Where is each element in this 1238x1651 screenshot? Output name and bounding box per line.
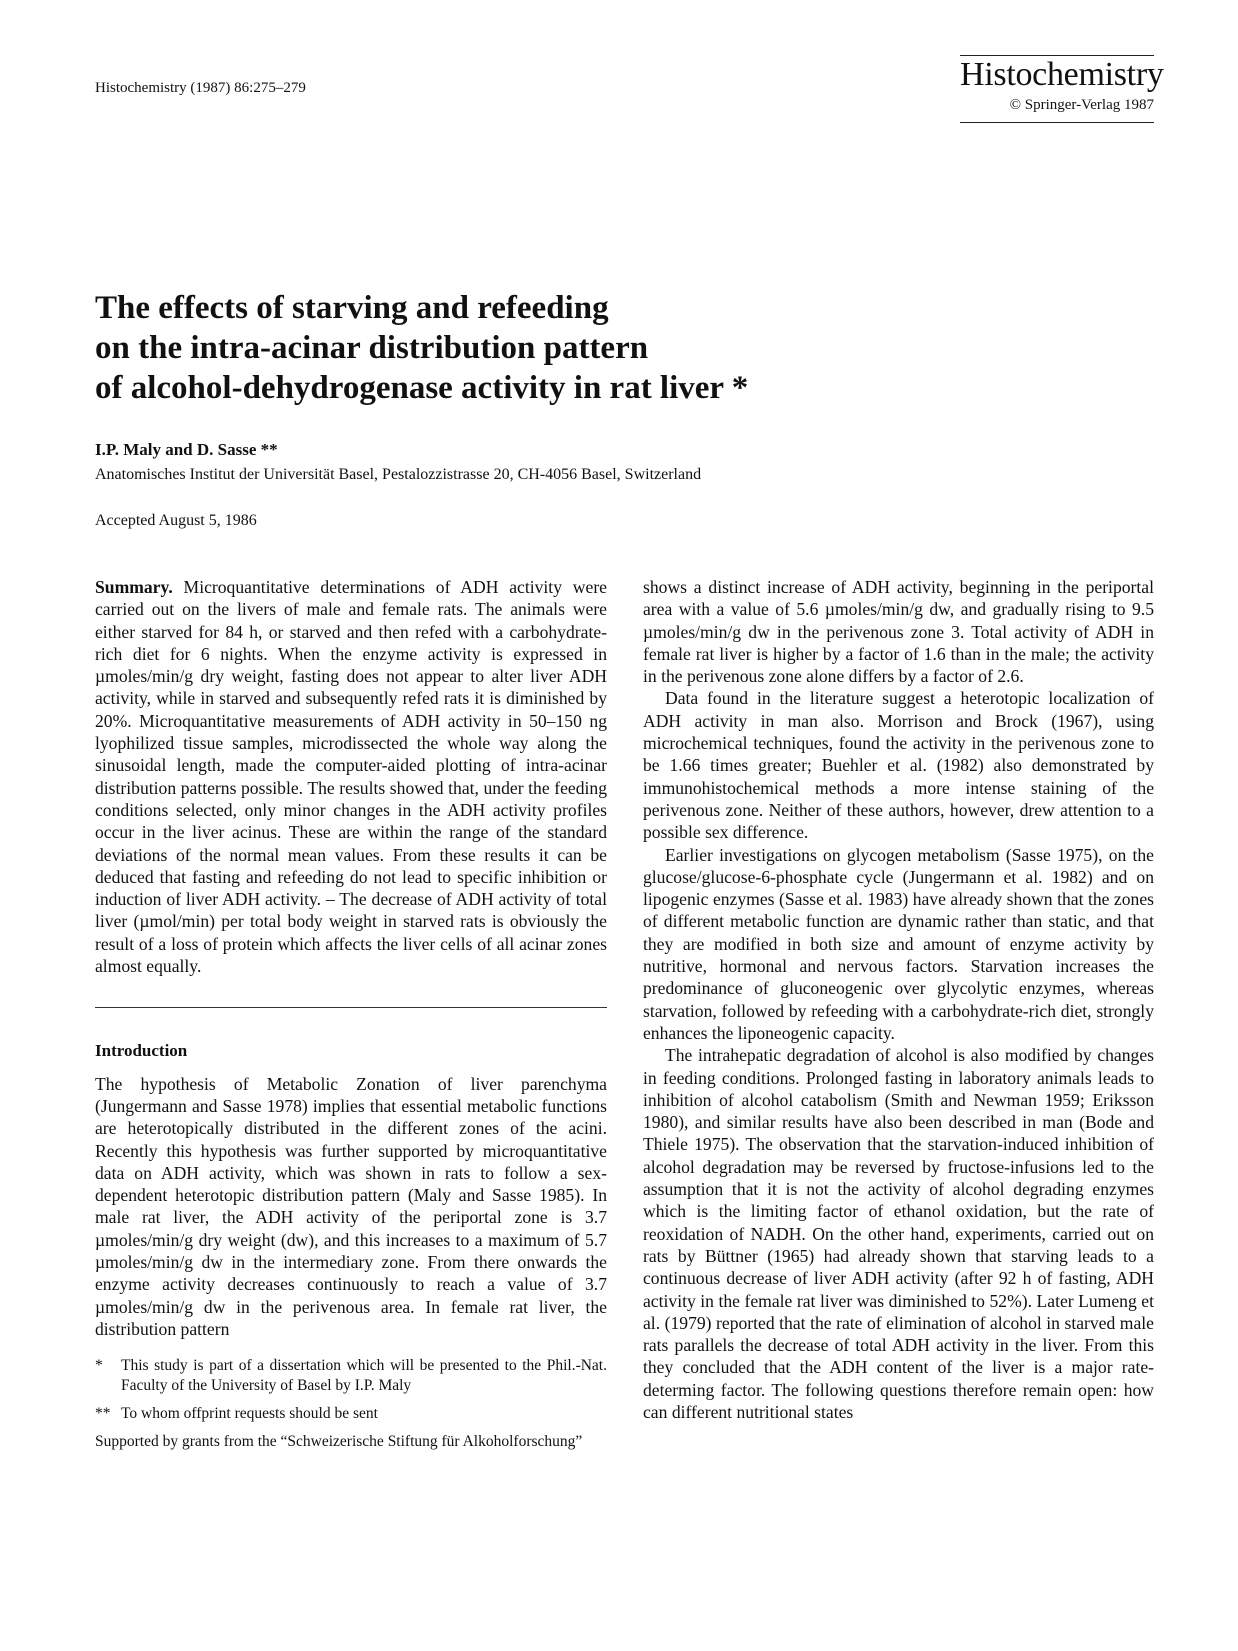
title-line: on the intra-acinar distribution pattern	[95, 330, 649, 366]
introduction-paragraph: The hypothesis of Metabolic Zonation of liver parenchyma (Jungermann and Sasse 1978) implies that essential metabolic functions are heterotopically distributed in the different zones of the acini. Recently this hypothesis was further supported by microquantitative data on ADH activity, which was shown in rats to follow a sex-dependent heterotopic distribution pattern (Maly and Sasse 1985). In male rat liver, the ADH activity of the periportal zone is 3.7 µmoles/min/g dry weight (dw), and this increases to a maximum of 5.7 µmoles/min/g dw in the intermediary zone. From there onwards the enzyme activity decreases continuously to reach a value of 3.7 µmoles/min/g dw in the perivenous area. In female rat liver, the distribution pattern	[95, 1073, 607, 1339]
journal-name: Histochemistry	[960, 56, 1164, 93]
title-line: The effects of starving and refeeding	[95, 290, 609, 326]
footnote-mark: *	[95, 1357, 103, 1375]
section-divider	[95, 1007, 607, 1008]
affiliation: Anatomisches Institut der Universität Basel, Pestalozzistrasse 20, CH-4056 Basel, Switzerland	[95, 466, 702, 483]
body-paragraph: Earlier investigations on glycogen metabolism (Sasse 1975), on the glucose/glucose-6-phosphate cycle (Jungermann et al. 1982) and on lipogenic enzymes (Sasse et al. 1983) have already shown that the zones of different metabolic function are dynamic rather than static, and that they are modified in both size and amount of enzyme activity by nutritive, hormonal and nervous factors. Starvation increases the predominance of gluconeogenic over glycolytic enzymes, whereas starvation, followed by refeeding with a carbohydrate-rich diet, strongly enhances the liponeogenic capacity.	[643, 844, 1154, 1043]
footnote-text: This study is part of a dissertation which will be presented to the Phil.-Nat. Faculty of the University of Basel by I.P. Maly	[121, 1357, 607, 1395]
summary-label: Summary.	[95, 577, 173, 597]
accepted-date: Accepted August 5, 1986	[95, 512, 257, 529]
right-column	[643, 576, 1154, 1423]
title-line: of alcohol-dehydrogenase activity in rat liver *	[95, 370, 749, 406]
body-paragraph: Data found in the literature suggest a heterotopic localization of ADH activity in man also. Morrison and Brock (1967), using microchemical techniques, found the activity in the perivenous zone to be 1.66 times greater; Buehler et al. (1982) also demonstrated by immunohistochemical methods a more intense staining of the perivenous zone. Neither of these authors, however, drew attention to a possible sex difference.	[643, 688, 1154, 843]
summary-text: Microquantitative determinations of ADH activity were carried out on the livers of male and female rats. The animals were either starved for 84 h, or starved and then refed with a carbohydrate-rich diet for 6 nights. When the enzyme activity is expressed in µmoles/min/g dry weight, fasting does not appear to alter liver ADH activity, while in starved and subsequently refed rats it is diminished by 20%. Microquantitative measurements of ADH activity in 50–150 ng lyophilized tissue samples, microdissected the whole way along the sinusoidal length, made the computer-aided plotting of intra-acinar distribution patterns possible. The results showed that, under the feeding conditions selected, only minor changes in the ADH activity profiles occur in the liver acinus. These are within the range of the standard deviations of the normal mean values. From these results it can be deduced that fasting and refeeding do not lead to specific inhibition or induction of liver ADH activity. – The decrease of ADH activity of total liver (µmol/min) per total body weight in starved rats is obviously the result of a loss of protein which affects the liver cells of all acinar zones almost equally.	[95, 577, 607, 977]
footnote-text: To whom offprint requests should be sent	[121, 1405, 378, 1423]
summary-paragraph	[95, 576, 607, 977]
copyright-notice: © Springer-Verlag 1987	[1009, 97, 1154, 113]
introduction-heading: Introduction	[95, 1041, 188, 1061]
article-title	[95, 288, 1095, 408]
funding-note: Supported by grants from the “Schweizerische Stiftung für Alkoholforschung”	[95, 1433, 583, 1451]
body-paragraph: The intrahepatic degradation of alcohol is also modified by changes in feeding conditions. Prolonged fasting in laboratory animals leads to inhibition of alcohol catabolism (Smith and Newman 1959; Eriksson 1980), and similar results have also been described in man (Bode and Thiele 1975). The observation that the starvation-induced inhibition of alcohol degradation may be reversed by fructose-infusions led to the assumption that it is not the activity of alcohol degrading enzymes which is the limiting factor of ethanol oxidation, but the rate of reoxidation of NADH. On the other hand, experiments, carried out on rats by Büttner (1965) had already shown that starving leads to a continuous decrease of liver ADH activity (after 92 h of fasting, ADH activity in the female rat liver was diminished to 52%). Later Lumeng et al. (1979) reported that the rate of elimination of alcohol in starved male rats parallels the decrease of total ADH activity in the liver. From this they concluded that the ADH content of the liver is a major rate-determing factor. The following questions therefore remain open: how can different nutritional states	[643, 1045, 1154, 1422]
journal-masthead	[960, 55, 1164, 123]
footnote-mark: **	[95, 1405, 111, 1423]
footnote-1	[95, 1356, 607, 1396]
footnotes	[95, 1356, 607, 1452]
journal-citation: Histochemistry (1987) 86:275–279	[95, 80, 306, 96]
masthead-bottom-rule	[960, 122, 1154, 123]
authors: I.P. Maly and D. Sasse **	[95, 440, 278, 459]
footnote-2	[95, 1404, 607, 1424]
body-paragraph: shows a distinct increase of ADH activity, beginning in the periportal area with a value of 5.6 µmoles/min/g dw, and gradually rising to 9.5 µmoles/min/g dw in the perivenous zone 3. Total activity of ADH in female rat liver is higher by a factor of 1.6 than in the male; the activity in the perivenous zone alone differs by a factor of 2.6.	[643, 577, 1154, 687]
left-column	[95, 576, 607, 1452]
